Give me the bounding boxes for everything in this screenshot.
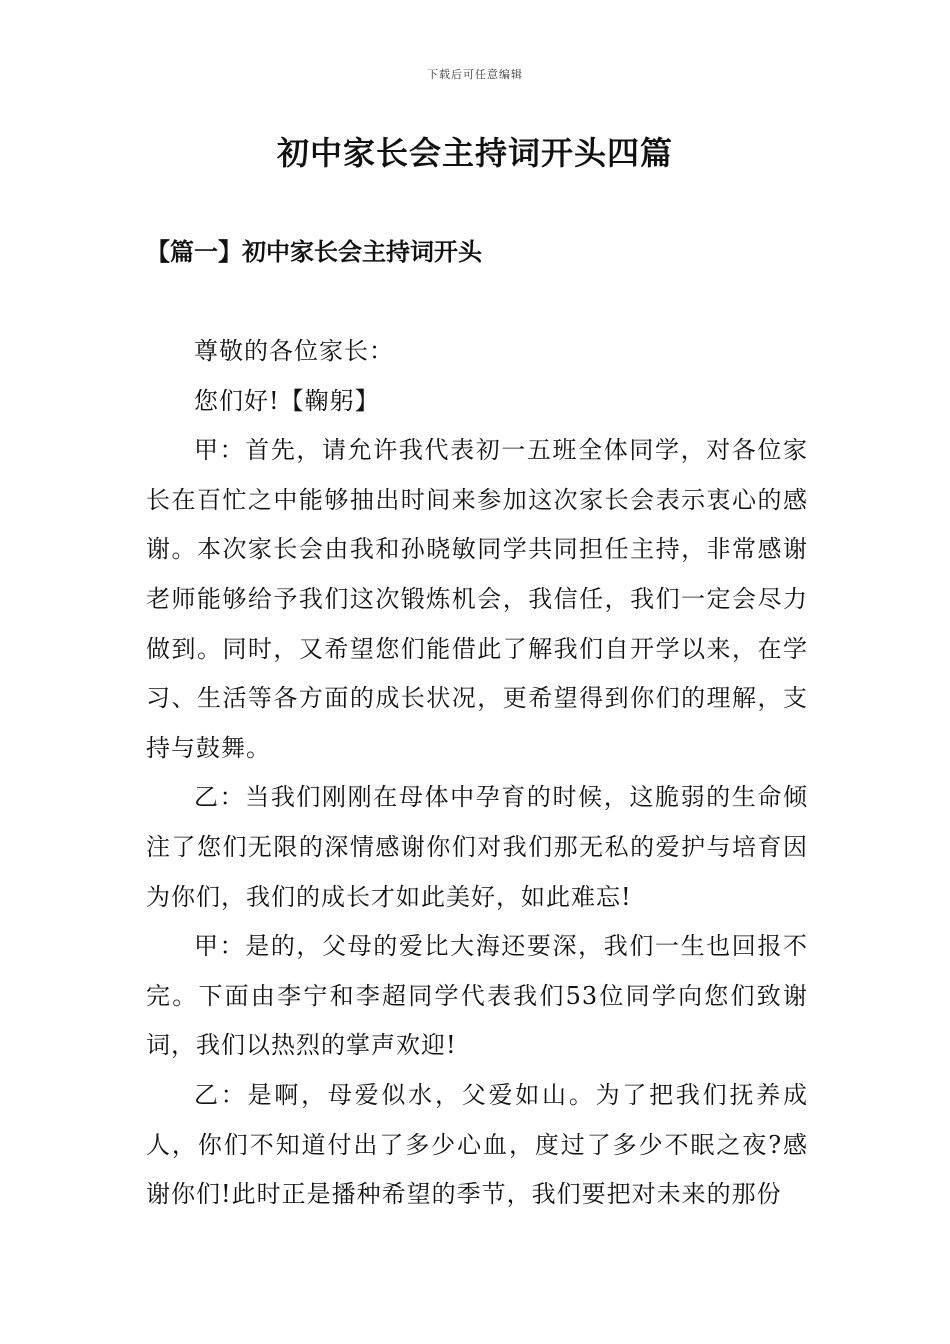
section-heading: 【篇一】初中家长会主持词开头 xyxy=(146,237,482,266)
speech-paragraph: 乙：当我们刚刚在母体中孕育的时候，这脆弱的生命倾注了您们无限的深情感谢你们对我们那无私的爱护与培育因为你们，我们的成长才如此美好，如此难忘! xyxy=(146,783,808,911)
speech-paragraph: 甲：是的，父母的爱比大海还要深，我们一生也回报不完。下面由李宁和李超同学代表我们53位同学向您们致谢词，我们以热烈的掌声欢迎! xyxy=(146,932,808,1060)
speech-paragraph: 甲：首先，请允许我代表初一五班全体同学，对各位家长在百忙之中能够抽出时间来参加这次家长会表示衷心的感谢。本次家长会由我和孙晓敏同学共同担任主持，非常感谢老师能够给予我们这次锻炼机会，我信任，我们一定会尽力做到。同时，又希望您们能借此了解我们自开学以来，在学习、生活等各方面的成长状况，更希望得到你们的理解，支持与鼓舞。 xyxy=(146,436,808,762)
header-note: 下载后可任意编辑 xyxy=(427,68,523,81)
document-title: 初中家长会主持词开头四篇 xyxy=(276,134,673,172)
salutation-paragraph: 您们好!【鞠躬】 xyxy=(194,386,380,415)
greeting-paragraph: 尊敬的各位家长： xyxy=(194,337,394,365)
body-text xyxy=(146,327,808,1220)
speech-paragraph: 乙：是啊，母爱似水，父爱如山。为了把我们抚养成人，你们不知道付出了多少心血，度过了多少不眠之夜?感谢你们!此时正是播种希望的季节，我们要把对未来的那份 xyxy=(146,1080,808,1209)
